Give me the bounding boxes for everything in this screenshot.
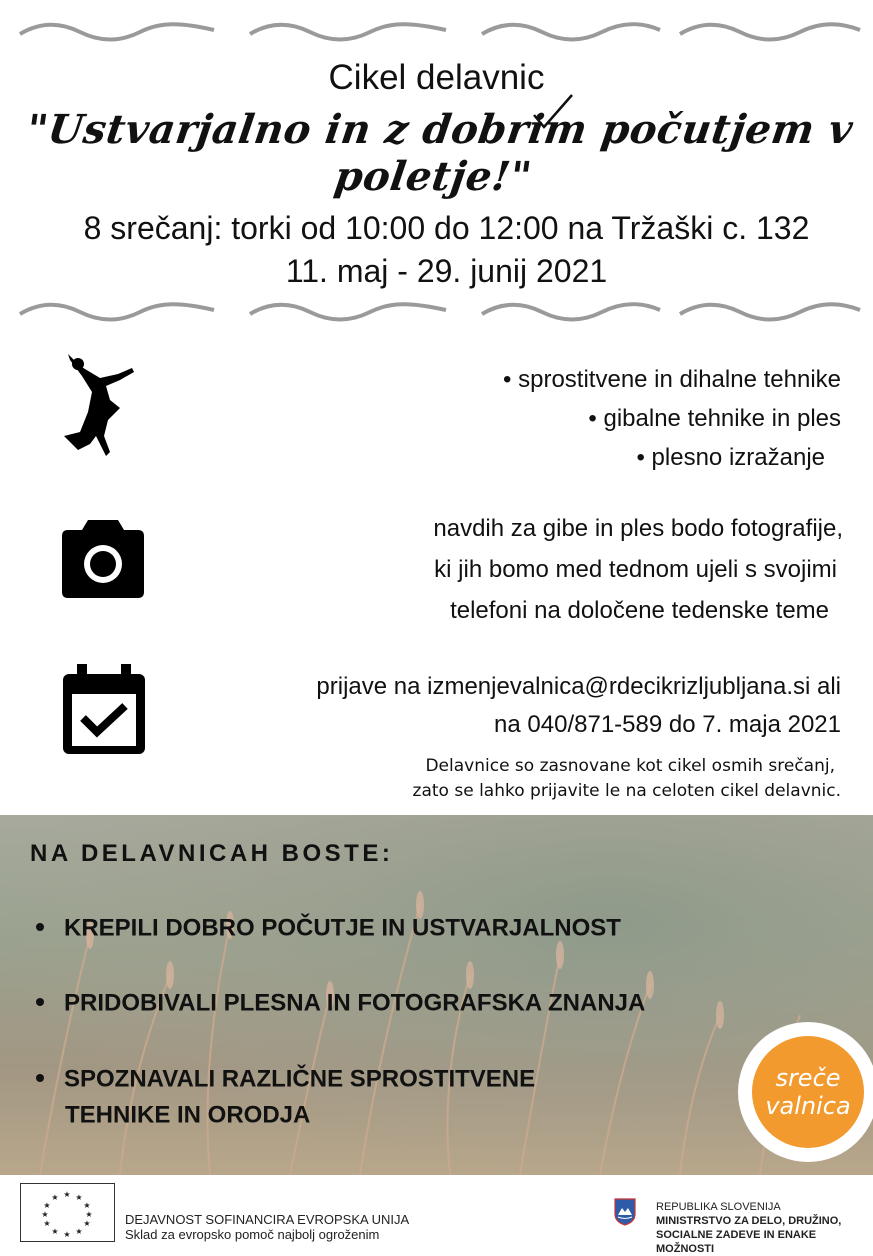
eu-line: Sklad za evropsko pomoč najbolj ogroženim bbox=[125, 1227, 380, 1242]
bullet-dot bbox=[36, 923, 44, 931]
slovenia-coat-of-arms-icon bbox=[614, 1198, 636, 1226]
calendar-check-icon bbox=[63, 664, 145, 754]
photography-line: telefoni na določene tedenske teme bbox=[450, 597, 829, 624]
registration-contact: prijave na izmenjevalnica@rdecikrizljubljana.si ali bbox=[316, 673, 841, 700]
workshop-kicker: Cikel delavnic bbox=[328, 58, 545, 97]
schedule-line-dates: 11. maj - 29. junij 2021 bbox=[285, 253, 608, 289]
eu-flag-icon bbox=[20, 1183, 115, 1242]
ministry-line: SOCIALNE ZADEVE IN ENAKE MOŽNOSTI bbox=[656, 1229, 817, 1255]
note-line: Delavnice so zasnovane kot cikel osmih srečanj, bbox=[425, 756, 835, 776]
learning-heading: NA DELAVNICAH BOSTE: bbox=[30, 840, 394, 867]
learning-item: SPOZNAVALI RAZLIČNE SPROSTITVENE bbox=[36, 1061, 535, 1098]
ministry-line: MINISTRSTVO ZA DELO, DRUŽINO, bbox=[656, 1215, 842, 1227]
registration-info bbox=[316, 668, 841, 744]
activity-item: • gibalne tehnike in ples bbox=[588, 405, 841, 432]
svg-text:★: ★ bbox=[41, 1210, 49, 1219]
learning-item: KREPILI DOBRO POČUTJE IN USTVARJALNOST bbox=[36, 910, 621, 947]
svg-text:★: ★ bbox=[75, 1193, 83, 1202]
svg-text:★: ★ bbox=[63, 1190, 71, 1199]
schedule-line-sessions: 8 srečanj: torki od 10:00 do 12:00 na Tržaški c. 132 bbox=[83, 210, 810, 246]
registration-deadline: na 040/871-589 do 7. maja 2021 bbox=[494, 711, 841, 738]
schedule bbox=[0, 207, 873, 293]
activity-list bbox=[503, 360, 841, 477]
svg-text:★: ★ bbox=[51, 1193, 59, 1202]
decorative-wave-top bbox=[0, 20, 873, 44]
eu-line: DEJAVNOST SOFINANCIRA EVROPSKA UNIJA bbox=[125, 1212, 410, 1227]
registration-note bbox=[413, 754, 841, 804]
logo-text: sreče valnica bbox=[765, 1064, 851, 1120]
ministry-line: REPUBLIKA SLOVENIJA bbox=[656, 1201, 781, 1213]
ministry-notice bbox=[656, 1200, 873, 1256]
workshop-title: "Ustvarjalno in z dobrim počutjem v poletje!" bbox=[23, 106, 856, 200]
photography-description bbox=[433, 508, 843, 631]
svg-text:★: ★ bbox=[43, 1219, 51, 1228]
svg-text:★: ★ bbox=[43, 1201, 51, 1210]
bullet-dot bbox=[36, 998, 44, 1006]
svg-text:★: ★ bbox=[85, 1210, 93, 1219]
svg-text:★: ★ bbox=[63, 1230, 71, 1239]
learning-item-continuation: TEHNIKE IN ORODJA bbox=[65, 1101, 311, 1129]
activity-item: • sprostitvene in dihalne tehnike bbox=[503, 366, 841, 393]
photography-line: ki jih bomo med tednom ujeli s svojimi bbox=[434, 556, 837, 583]
svg-text:★: ★ bbox=[83, 1201, 91, 1210]
decorative-wave-middle bbox=[0, 300, 873, 324]
svg-text:★: ★ bbox=[51, 1227, 59, 1236]
bullet-dot bbox=[36, 1074, 44, 1082]
dancer-icon bbox=[60, 352, 140, 460]
activity-item: • plesno izražanje bbox=[636, 444, 825, 471]
learning-item: PRIDOBIVALI PLESNA IN FOTOGRAFSKA ZNANJA bbox=[36, 985, 645, 1022]
note-line: zato se lahko prijavite le na celoten cikel delavnic. bbox=[412, 781, 841, 801]
svg-text:★: ★ bbox=[75, 1227, 83, 1236]
camera-icon bbox=[62, 520, 144, 598]
eu-funding-notice bbox=[125, 1212, 409, 1242]
photography-line: navdih za gibe in ples bodo fotografije, bbox=[433, 515, 843, 542]
svg-text:★: ★ bbox=[83, 1219, 91, 1228]
